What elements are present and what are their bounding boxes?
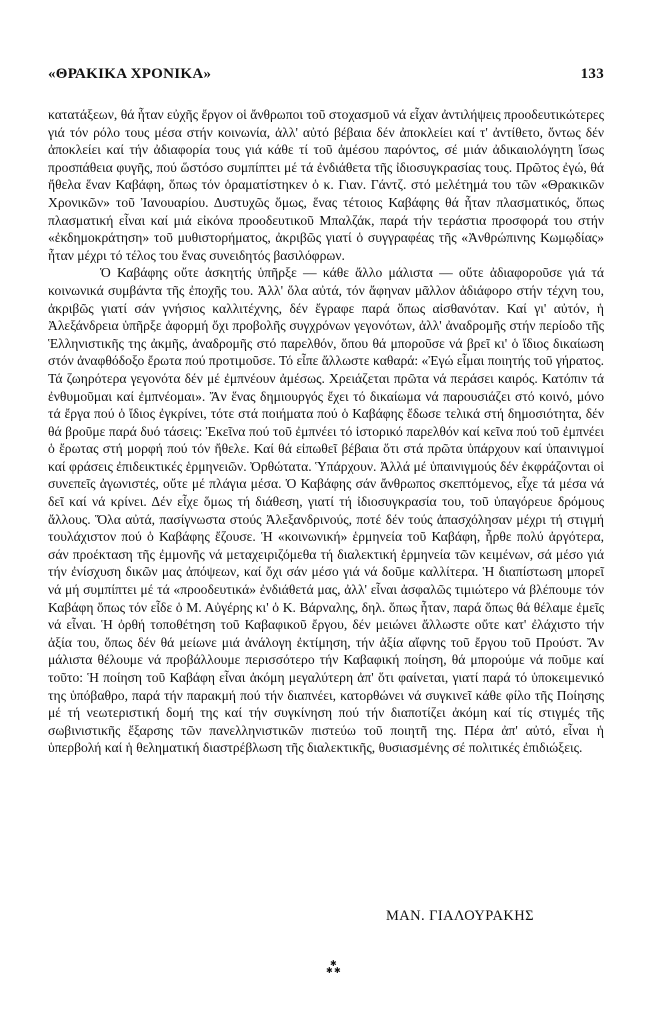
running-title: «ΘΡΑΚΙΚΑ ΧΡΟΝΙΚΑ» (48, 66, 212, 82)
page-number: 133 (580, 66, 604, 82)
page-header (48, 66, 604, 90)
paragraph-1: κατατάξεων, θά ἦταν εὐχῆς ἔργον οἱ ἄνθρωποι τοῦ στοχασμοῦ νά εἶχαν ἀντιλήψεις προοδευτικώτερες γιά τόν ρόλο τους μέσα στήν κοινωνία, ἀλλ' αὐτό βέβαια δέν ἀποκλείει καί τ' ἀντίθετο, ὄντως δέν ἀποκλείει καί τήν ἀδιαφορία τους γιά κάθε τί τοῦ ἀμέσου παρόντος, σέ μιάν ἀδικαιολόγητη ἴσως προσπάθεια φυγῆς, πού ὥστόσο συμπίπτει μέ τά ἐνδιάθετα τῆς ἰδιοσυγκρασίας τους. Πρῶτος ἐγώ, θά ἤθελα ἕναν Καβάφη, ὅπως τόν ὁραματίστηκεν ὁ κ. Γιαν. Γάντζ. στό μελέτημά του τῶν «Θρακικῶν Χρονικῶν» τοῦ Ἰανουαρίου. Δυστυχῶς ὅμως, ἕνας τέτοιος Καβάφης θά ἦταν πλασματικός, ὅπως πλασματική εἶναι καί μιά εἰκόνα προοδευτικοῦ Μπαλζάκ, παρά τήν τεράστια προσφορά του στήν «ἐκδημοκράτηση» τοῦ μυθιστορήματος, ἀκριβῶς γιατί ὁ συγγραφέας τῆς «Ἀνθρώπινης Κωμῳδίας» ἦταν μέχρι τό τέλος του ἕνας συνειδητός βασιλόφρων. (48, 107, 604, 263)
paragraph-2: Ὁ Καβάφης οὔτε ἀσκητής ὑπῆρξε — κάθε ἄλλο μάλιστα — οὔτε ἀδιαφοροῦσε γιά τά κοινωνικά συμβάντα τῆς ἐποχῆς του. Ἀλλ' ὅλα αὐτά, τόν ἄφηναν μᾶλλον ἀδιάφορο στήν τέχνη του, ἀκριβῶς γιατί σάν γνήσιος καλλιτέχνης, δέν ἔγραφε παρά ὅπως αἰσθανόταν. Καί γι' αὐτόν, ἡ Ἀλεξάνδρεια ὑπῆρξε ἀφορμή ὄχι προβολῆς συγχρόνων γεγονότων, ἀλλ' ἀναδρομῆς στήν περίοδο τῆς Ἑλληνιστικῆς της ἀκμῆς, ἀναδρομῆς στό παρελθόν, ὅπου θά μποροῦσε νά βρεῖ κι' ὁ ἴδιος δικαίωση στόν ἀναφθόδοξο ἔρωτα πού προτιμοῦσε. Τό εἶπε ἄλλωστε καθαρά: «Ἐγώ εἶμαι ποιητής τοῦ γήρατος. Τά ζωηρότερα γεγονότα δέν μέ ἐμπνέουν ἀμέσως. Χρειάζεται πρῶτα νά περάσει καιρός. Κατόπιν τά ἐνθυμοῦμαι καί ἐμπνέομαι». Ἄν ἕνας δημιουργός ἔχει τό δικαίωμα νά παρουσιάζει στό κοινό, μόνο τά ἔργα πού ὁ ἴδιος ἐγκρίνει, τότε στά ποιήματα πού ὁ Καβάφης ἔδωσε τελικά στή δημοσιότητα, δέν θά βροῦμε παρά δυό τάσεις: Ἐκεῖνα πού τοῦ ἐμπνέει τό ἱστορικό παρελθόν καί κεῖνα πού τοῦ ἐμπνέει ὁ ἔρωτας στή μορφή πού τόν ἤθελε. Καί θά εἰπωθεῖ βέβαια ὅτι στά πρῶτα ὑπάρχουν καί ὑπαινιγμοί καί φράσεις ἐπιδεικτικές ἑρμηνειῶν. Ὀρθώτατα. Ὑπάρχουν. Ἀλλά μέ ὑπαινιγμούς δέν ἐκφράζονται οἱ συνεπεῖς ἀγωνιστές, οὔτε μέ πλάγια μέσα. Ὁ Καβάφης σάν ἄνθρωπος σκεπτόμενος, εἶχε τά μέσα νά δεῖ καί νά κρίνει. Δέν εἶχε ὅμως τή διάθεση, γιατί τή ἰδιοσυγκρασία του, τοῦ ὑπαγόρευε δρόμους ἄλλους. Ὅλα αὐτά, πασίγνωστα στούς Ἀλεξανδρινούς, ποτέ δέν τούς ἀπασχόλησαν μέχρι τή στιγμή τουλάχιστον πού ὁ Καβάφης ἔζουσε. Ἡ «κοινωνική» ἑρμηνεία τοῦ Καβάφη, ἦρθε πολύ ἀργότερα, σάν προέκταση τῆς ἐμμονῆς νά μεταχειριζόμεθα τή διαλεκτική ἑρμηνεία τῶν κειμένων, σά μέσο γιά τήν ἐνίσχυση δικῶν μας ἀπόψεων, καί ὄχι σάν μέσο γιά νά δοῦμε καλλίτερα. Ἡ διαπίστωση μπορεῖ νά μή συμπίπτει μέ τά «προοδευτικά» ἐνδιάθετά μας, ἀλλ' εἶναι ἀσφαλῶς τιμιώτερο νά βλέπουμε τόν Καβάφη ὅπως τόν εἶδε ὁ Μ. Αὐγέρης κι' ὁ Κ. Βάρναλης, δηλ. ὅπως ἦταν, παρά ὅπως θά θέλαμε ἐμεῖς νά εἶναι. Ἡ ὀρθή τοποθέτηση τοῦ Καβαφικοῦ ἔργου, δέν μειώνει ἄλλωστε οὔτε κατ' ἐλάχιστο τήν ἀξία του, ὅπως δέν θά μείωνε μιά ἀνάλογη ἐκτίμηση, τήν ἀξία αἴφνης τοῦ ἔργου τοῦ Προύστ. Ἄν μάλιστα θέλουμε νά προβάλλουμε περισσότερο τήν Καβαφική ποίηση, θά μπορούμε νά ποῦμε καί τοῦτο: Ἡ ποίηση τοῦ Καβάφη εἶναι ἀκόμη μεγαλύτερη ἀπ' ὅτι φαίνεται, γιατί παρά τό ὑποκειμενικό της ὑπόβαθρο, παρά τήν παρακμή πού τήν διαπνέει, κατορθώνει νά συγκινεῖ κάθε φίλο τῆς Ποίησης μέ τή νεωτεριστική δομή της καί τήν συγκίνηση πού τήν διαποτίζει ἀκόμη καί τίς στιγμές τῆς σωβινιστικῆς ἔξαρσης τῶν πανελληνιστικῶν πιστεύω τοῦ ποιητῆ της. Πέρα ἀπ' αὐτό, εἶναι ἡ ὑπερβολή καί ἡ θεληματική διαστρέβλωση τῆς διαλεκτικῆς, θυσιασμένης σέ πολιτικές ἐπιδιώξεις. (48, 265, 604, 756)
author-signature: ΜΑΝ. ΓΙΑΛΟΥΡΑΚΗΣ (386, 908, 534, 924)
asterism-ornament: ✱ ✱ ✱ (326, 959, 341, 975)
article-body (48, 106, 604, 757)
